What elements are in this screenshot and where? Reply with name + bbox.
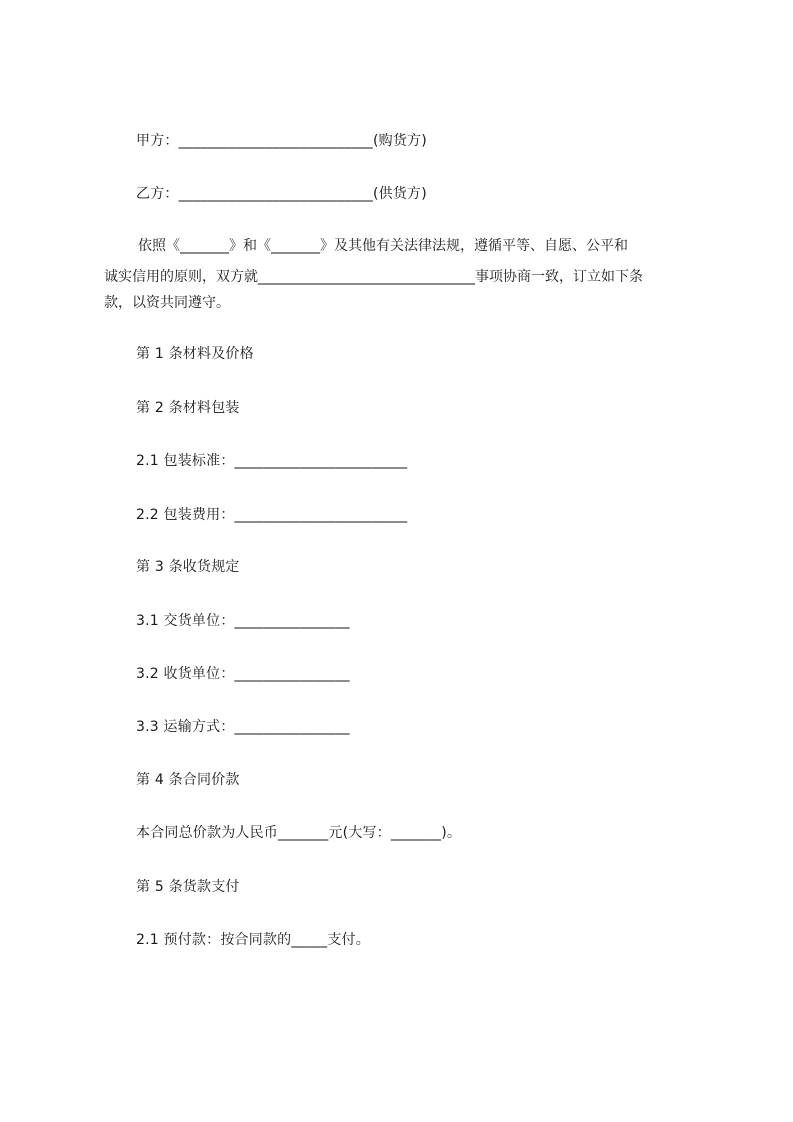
price-text: 本合同总价款为人民币_______元(大写：_______)。 [136, 825, 462, 841]
intro-line-1: 依照《_______》和《_______》及其他有关法律法规，遵循平等、自愿、公平和 [138, 238, 628, 254]
item-3-2: 3.2 收货单位：________________ [136, 666, 350, 682]
party-a-line: 甲方：___________________________(购货方) [136, 133, 427, 149]
article-2-heading: 第 2 条材料包装 [136, 400, 240, 416]
article-1-heading: 第 1 条材料及价格 [136, 346, 254, 362]
article-5-heading: 第 5 条货款支付 [136, 879, 240, 895]
intro-line-2: 诚实信用的原则，双方就_______________________________事项协商一致，订立如下条 [104, 269, 643, 285]
article-3-heading: 第 3 条收货规定 [136, 559, 240, 575]
item-2-1: 2.1 包装标准：________________________ [136, 453, 408, 469]
article-4-heading: 第 4 条合同价款 [136, 772, 240, 788]
item-3-1: 3.1 交货单位：________________ [136, 613, 350, 629]
item-5-1: 2.1 预付款：按合同款的_____支付。 [136, 932, 370, 948]
intro-line-3: 款，以资共同遵守。 [104, 295, 230, 311]
item-2-2: 2.2 包装费用：________________________ [136, 507, 408, 523]
party-b-line: 乙方：___________________________(供货方) [136, 186, 427, 202]
item-3-3: 3.3 运输方式：________________ [136, 719, 350, 735]
